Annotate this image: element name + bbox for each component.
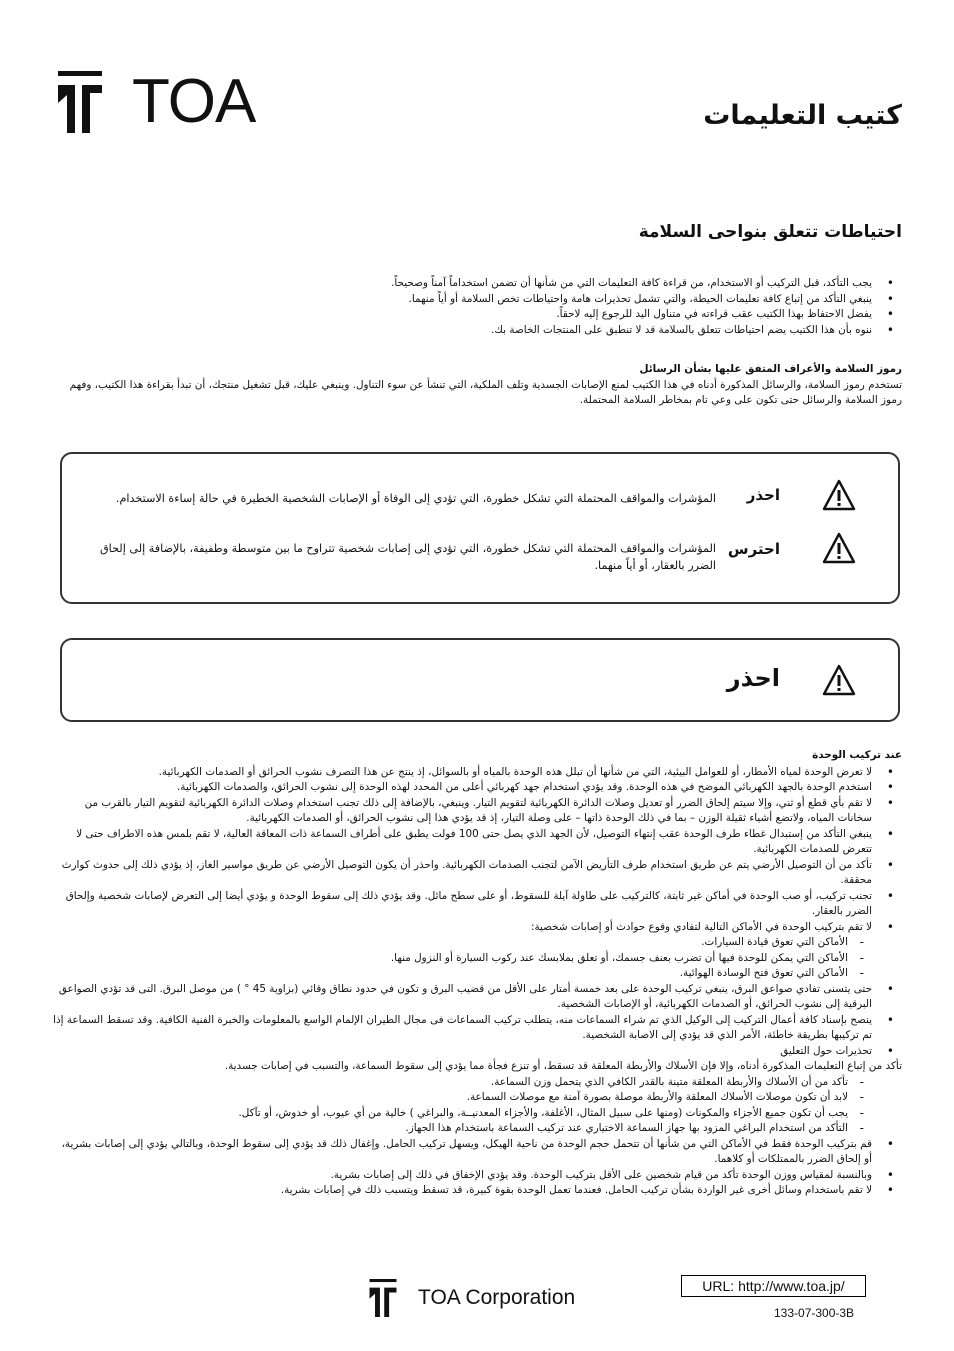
sub-item: - الأماكن التي تعوق قيادة السيارات. xyxy=(52,935,872,951)
warning-definition: المؤشرات والمواقف المحتملة التي تشكل خطورة، التي تؤدي إلى الوفاة أو الإصابات الشخصية الخطيرة في حالة إساءة الاستخدام. xyxy=(115,492,716,505)
list-item: • حتى يتسنى تفادي صواعق البرق، ينبغي تركيب الوحدة على بعد خمسة أمتار على الأقل من قضيب البرق و تكون في حدود نطاق وقائي (بزاوية 45 ° ) من موصل البرق. التى قد تؤدي الصواعق البرقية إلى نشوب الحرائق، أو الصدمات الكهربائية، أو الإصابات الشخصية. xyxy=(52,982,902,1013)
caution-signal-word: احترس xyxy=(727,540,780,558)
sub-item: - الأماكن التي يمكن للوحدة فيها أن تضرب بعنف جسمك، أو تعلق بملابسك عند ركوب السيارة أو النزول منها. xyxy=(52,951,872,967)
symbols-text: تستخدم رموز السلامة، والرسائل المذكورة أدناه في هذا الكتيب لمنع الإصابات الجسدية وتلف الملكية، التي تنشأ عن سوء التناول. وينبغي عليك، قبل تشغيل منتجك، أن تبدأ بقراءة هذا الكتيب، وفهم رموز السلامة والرسائل حتى تكون على وعي تام بمخاطر السلامة المحتملة. xyxy=(69,378,902,406)
toa-logo xyxy=(58,68,273,136)
corporation-name: TOA Corporation xyxy=(418,1286,576,1309)
list-item xyxy=(52,1044,902,1137)
hanging-title: • تحذيرات حول التعليق xyxy=(780,1044,872,1057)
safety-heading: احتياطات تتعلق بنواحى السلامة xyxy=(638,222,902,242)
list-item: • يفضل الاحتفاظ بهذا الكتيب عقب قراءته في متناول اليد للرجوع إليه لاحقاً. xyxy=(62,307,902,323)
list-item: • قم بتركيب الوحدة فقط في الأماكن التي من شأنها أن تتحمل حجم الوحدة من ناحية الهيكل، ويسهل تركيب الحامل. وإغفال ذلك قد يؤدي إلى سقوط الوحدة، وبالتالي يؤدي إلى إصابات بشرية، أو إلحاق الضرر بالممتلكات أو كلاهما. xyxy=(52,1137,902,1168)
list-item: • لا تعرض الوحدة لمياه الأمطار، أو للعوامل البيئية، التي من شأنها أن تبلل هذه الوحدة بالمياه أو بالسوائل، إذ ينتج عن هذا التصرف نشوب الحرائق أو الصدمات الكهربائية. xyxy=(52,765,902,781)
list-item: • ننوه بأن هذا الكتيب يضم احتياطات تتعلق بالسلامة قد لا تنطبق على المنتجات الخاصة بك. xyxy=(62,323,902,339)
list-item xyxy=(52,920,902,982)
url-box: URL: http://www.toa.jp/ xyxy=(681,1275,866,1297)
list-item: • ينبغي التأكد من إستبدال غطاء طرف الوحدة عقب إنتهاء التوصيل، لأن الجهد الذي يصل حتى 100 فولت يطبق على أطراف السماعة ذات المعاقة العالية، لا تقم بلمس هذه الاطراف حتى لا تتعرض للصدمات الكهربائية. xyxy=(52,827,902,858)
caution-triangle-icon xyxy=(822,532,856,564)
list-item: • استخدم الوحدة بالجهد الكهربائي الموضح في هذه الوحدة. وقد يؤدي استخدام جهد كهربائي أعلى من المحدد لهذه الوحدة إلى نشوب الحرائق، والصدمات الكهربائية. xyxy=(52,780,902,796)
list-item: • يجب التأكد، قبل التركيب أو الاستخدام، من قراءة كافة التعليمات التي من شأنها أن تضمن استخداماً آمناً وصحيحاً. xyxy=(62,276,902,292)
sub-item: - لابد أن تكون موصلات الأسلاك المعلقة والأربطة موصلة بصورة آمنة مع موصلات السماعة. xyxy=(52,1090,872,1106)
list-item: • ينصح بإسناد كافة أعمال التركيب إلى الوكيل الذي تم شراء السماعات منه، يتطلب تركيب السماعات فى مجال الطيران الإلمام الواسع بالمعلومات والخبرة الفنية الكافية. وقد تسقط السماعة إذا تم تركيبها بطريقة خاطئة، الأمر الذي قد يؤدي إلى الاصابة الشخصية. xyxy=(52,1013,902,1044)
warning-box-word: احذر xyxy=(726,664,780,692)
warning-box xyxy=(60,638,900,722)
places-sublist xyxy=(52,935,872,982)
list-item: • وبالنسبة لمقياس ووزن الوحدة تأكد من قيام شخصين على الأقل بتركيب الوحدة. وقد يؤدي الإخفاق في ذلك إلى إصابات بشرية. xyxy=(52,1168,902,1184)
caution-definition: المؤشرات والمواقف المحتملة التي تشكل خطورة، التي تؤدي إلى إصابات شخصية تتراوح ما بين متوسطة وطفيفة، بالإضافة إلى إلحاق الضرر بالعقار، أو أياً منهما. xyxy=(100,542,716,572)
symbols-section xyxy=(62,362,902,409)
toa-mark-icon xyxy=(58,71,102,133)
instructions-list xyxy=(52,765,902,1199)
intro-list xyxy=(62,276,902,338)
list-item: • لا تقم باستخدام وسائل أخرى غير الواردة بشأن تركيب الحامل. فعندما تعمل الوحدة بقوة كبيرة، قد تسقط ويتسبب ذلك في إصابات بشرية. xyxy=(52,1183,902,1199)
instructions-title: عند تركيب الوحدة xyxy=(812,749,902,761)
list-item-text: لا تقم بتركيب الوحدة في الأماكن التالية لتفادي وقوع حوادث أو إصابات شخصية: xyxy=(530,920,872,933)
sub-item: - تأكد من أن الأسلاك والأربطة المعلقة متينة بالقدر الكافي الذي يتحمل وزن السماعة. xyxy=(52,1075,872,1091)
toa-logo-text: TOA xyxy=(132,67,256,136)
list-item: • تأكد من أن التوصيل الأرضي يتم عن طريق استخدام طرف التأريض الآمن لتجنب الصدمات الكهربائية. واحذر أن يكون التوصيل الأرضي عن طريق مواسير الغاز، إذ يؤدي ذلك إلى حدوث كوارث محققة. xyxy=(52,858,902,889)
page-title: كتيب التعليمات xyxy=(703,100,902,131)
list-item: • لا تقم بأي قطع أو ثني، وإلا سيتم إلحاق الضرر أو تعديل وصلات الدائرة الكهربائية لتقويم التيار. وينبغي، بالإضافة إلى ذلك تجنب استخدام وصلات الدائرة الكهربائية لتقويم التيار بالقرب من سخانات المياه، ولاتضع أشياء ثقيلة الوزن – بما في ذلك الوحدة ذاتها – على وصلة التيار، إذ قد يؤدي هذا إلى نشوب الحرائق، أو الصدمات الكهربائية. xyxy=(52,796,902,827)
document-number: 133-07-300-3B xyxy=(774,1306,855,1320)
safety-legend-box xyxy=(60,452,900,604)
hanging-intro: تأكد من إتباع التعليمات المذكورة أدناه، وإلا فإن الأسلاك والأربطة المعلقة قد تسقط، أو تنزع فجأة مما يؤدي إلى سقوط السماعة، والتسبب في إصابات جسدية. xyxy=(224,1060,902,1072)
sub-item: - التأكد من استخدام البراغي المزود بها جهاز السماعة الاختياري عند تركيب السماعة باستخدام هذا الجهاز. xyxy=(52,1121,872,1137)
list-item: • تجنب تركيب، أو صب الوحدة في أماكن غير ثابتة، كالتركيب على طاولة آيلة للسقوط، أو على سطح مائل. وقد يؤدي ذلك إلى سقوط الوحدة و يؤدي أيضا إلى التعرض لإصابات شخصية وإلحاق الضرر بالعقار. xyxy=(52,889,902,920)
warning-triangle-icon xyxy=(822,664,856,696)
installation-instructions xyxy=(52,748,902,1199)
sub-item: - الأماكن التي تعوق فتح الوسادة الهوائية. xyxy=(52,966,872,982)
warning-signal-word: احذر xyxy=(746,486,780,504)
sub-item: - يجب أن تكون جميع الأجزاء والمكونات (ومنها على سبيل المثال، الأغلفة، والأجزاء المعدنيــة، والبراغي ) خالية من أي عيوب، أو خدوش، أو تآكل. xyxy=(52,1106,872,1122)
hanging-sublist xyxy=(52,1075,872,1137)
symbols-title: رموز السلامة والأعراف المتفق عليها بشأن الرسائل xyxy=(639,363,902,375)
warning-triangle-icon xyxy=(822,479,856,511)
list-item: • ينبغي التأكد من إتباع كافة تعليمات الحيطة، والتي تشمل تحذيرات هامة واحتياطات تخص السلامة أو أياً منهما. xyxy=(62,292,902,308)
toa-corporation-logo xyxy=(366,1279,575,1317)
toa-mark-icon xyxy=(366,1279,400,1317)
